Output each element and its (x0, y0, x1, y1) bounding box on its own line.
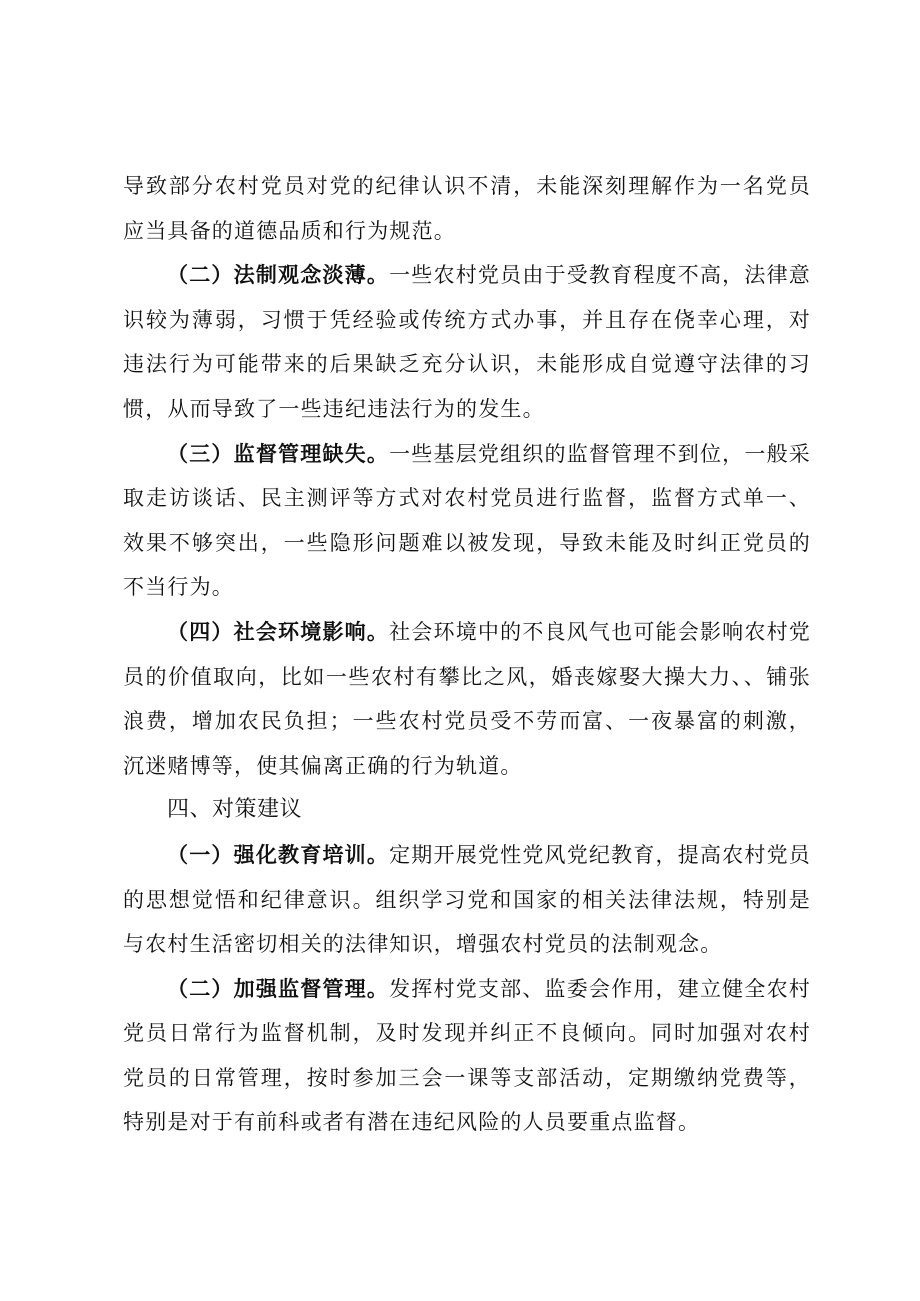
intro-paragraph (123, 164, 811, 253)
section-heading-countermeasures: 四、对策建议 (167, 797, 303, 823)
cause-text-legal-awareness: 一些农村党员由于受教育程度不高，法律意识较为薄弱，习惯于凭经验或传统方式办事，并且存在侥幸心理，对违法行为可能带来的后果缺乏充分认识，未能形成自觉遵守法律的习惯，从而导致了一些违纪违法行为的发生。 (123, 263, 811, 421)
cause-text-social-environment: 社会环境中的不良风气也可能会影响农村党员的价值取向，比如一些农村有攀比之风，婚丧嫁娶大操大力、、铺张浪费，增加农民负担；一些农村党员受不劳而富、一夜暴富的刺激，沉迷赌博等，使其偏离正确的行为轨道。 (123, 619, 811, 778)
cause-text-supervision-gap: 一些基层党组织的监督管理不到位，一般采取走访谈话、民主测评等方式对农村党员进行监督，监督方式单一、效果不够突出，一些隐形问题难以被发现，导致未能及时纠正党员的不当行为。 (123, 441, 811, 600)
measure-lead-supervision: （二）加强监督管理。 (167, 976, 390, 1001)
intro-paragraph-text: 导致部分农村党员对党的纪律认识不清，未能深刻理解作为一名党员应当具备的道德品质和行为规范。 (123, 174, 811, 243)
cause-paragraph-legal-awareness (123, 253, 811, 431)
cause-paragraph-supervision-gap (123, 432, 811, 610)
cause-lead-social-environment: （四）社会环境影响。 (167, 619, 390, 644)
cause-paragraph-social-environment (123, 610, 811, 788)
document-page (123, 164, 811, 1145)
measure-paragraph-education (123, 833, 811, 967)
measure-text-education: 定期开展党性党风党纪教育，提高农村党员的思想觉悟和纪律意识。组织学习党和国家的相关法律法规，特别是与农村生活密切相关的法律知识，增强农村党员的法制观念。 (123, 842, 811, 957)
measure-lead-education: （一）强化教育培训。 (167, 842, 390, 867)
cause-lead-supervision-gap: （三）监督管理缺失。 (167, 441, 390, 466)
measure-paragraph-supervision (123, 967, 811, 1145)
measure-text-supervision: 发挥村党支部、监委会作用，建立健全农村党员日常行为监督机制，及时发现并纠正不良倾向。同时加强对农村党员的日常管理，按时参加三会一课等支部活动，定期缴纳党费等，特别是对于有前科或者有潜在违纪风险的人员要重点监督。 (123, 976, 811, 1135)
cause-lead-legal-awareness: （二）法制观念淡薄。 (167, 263, 390, 288)
